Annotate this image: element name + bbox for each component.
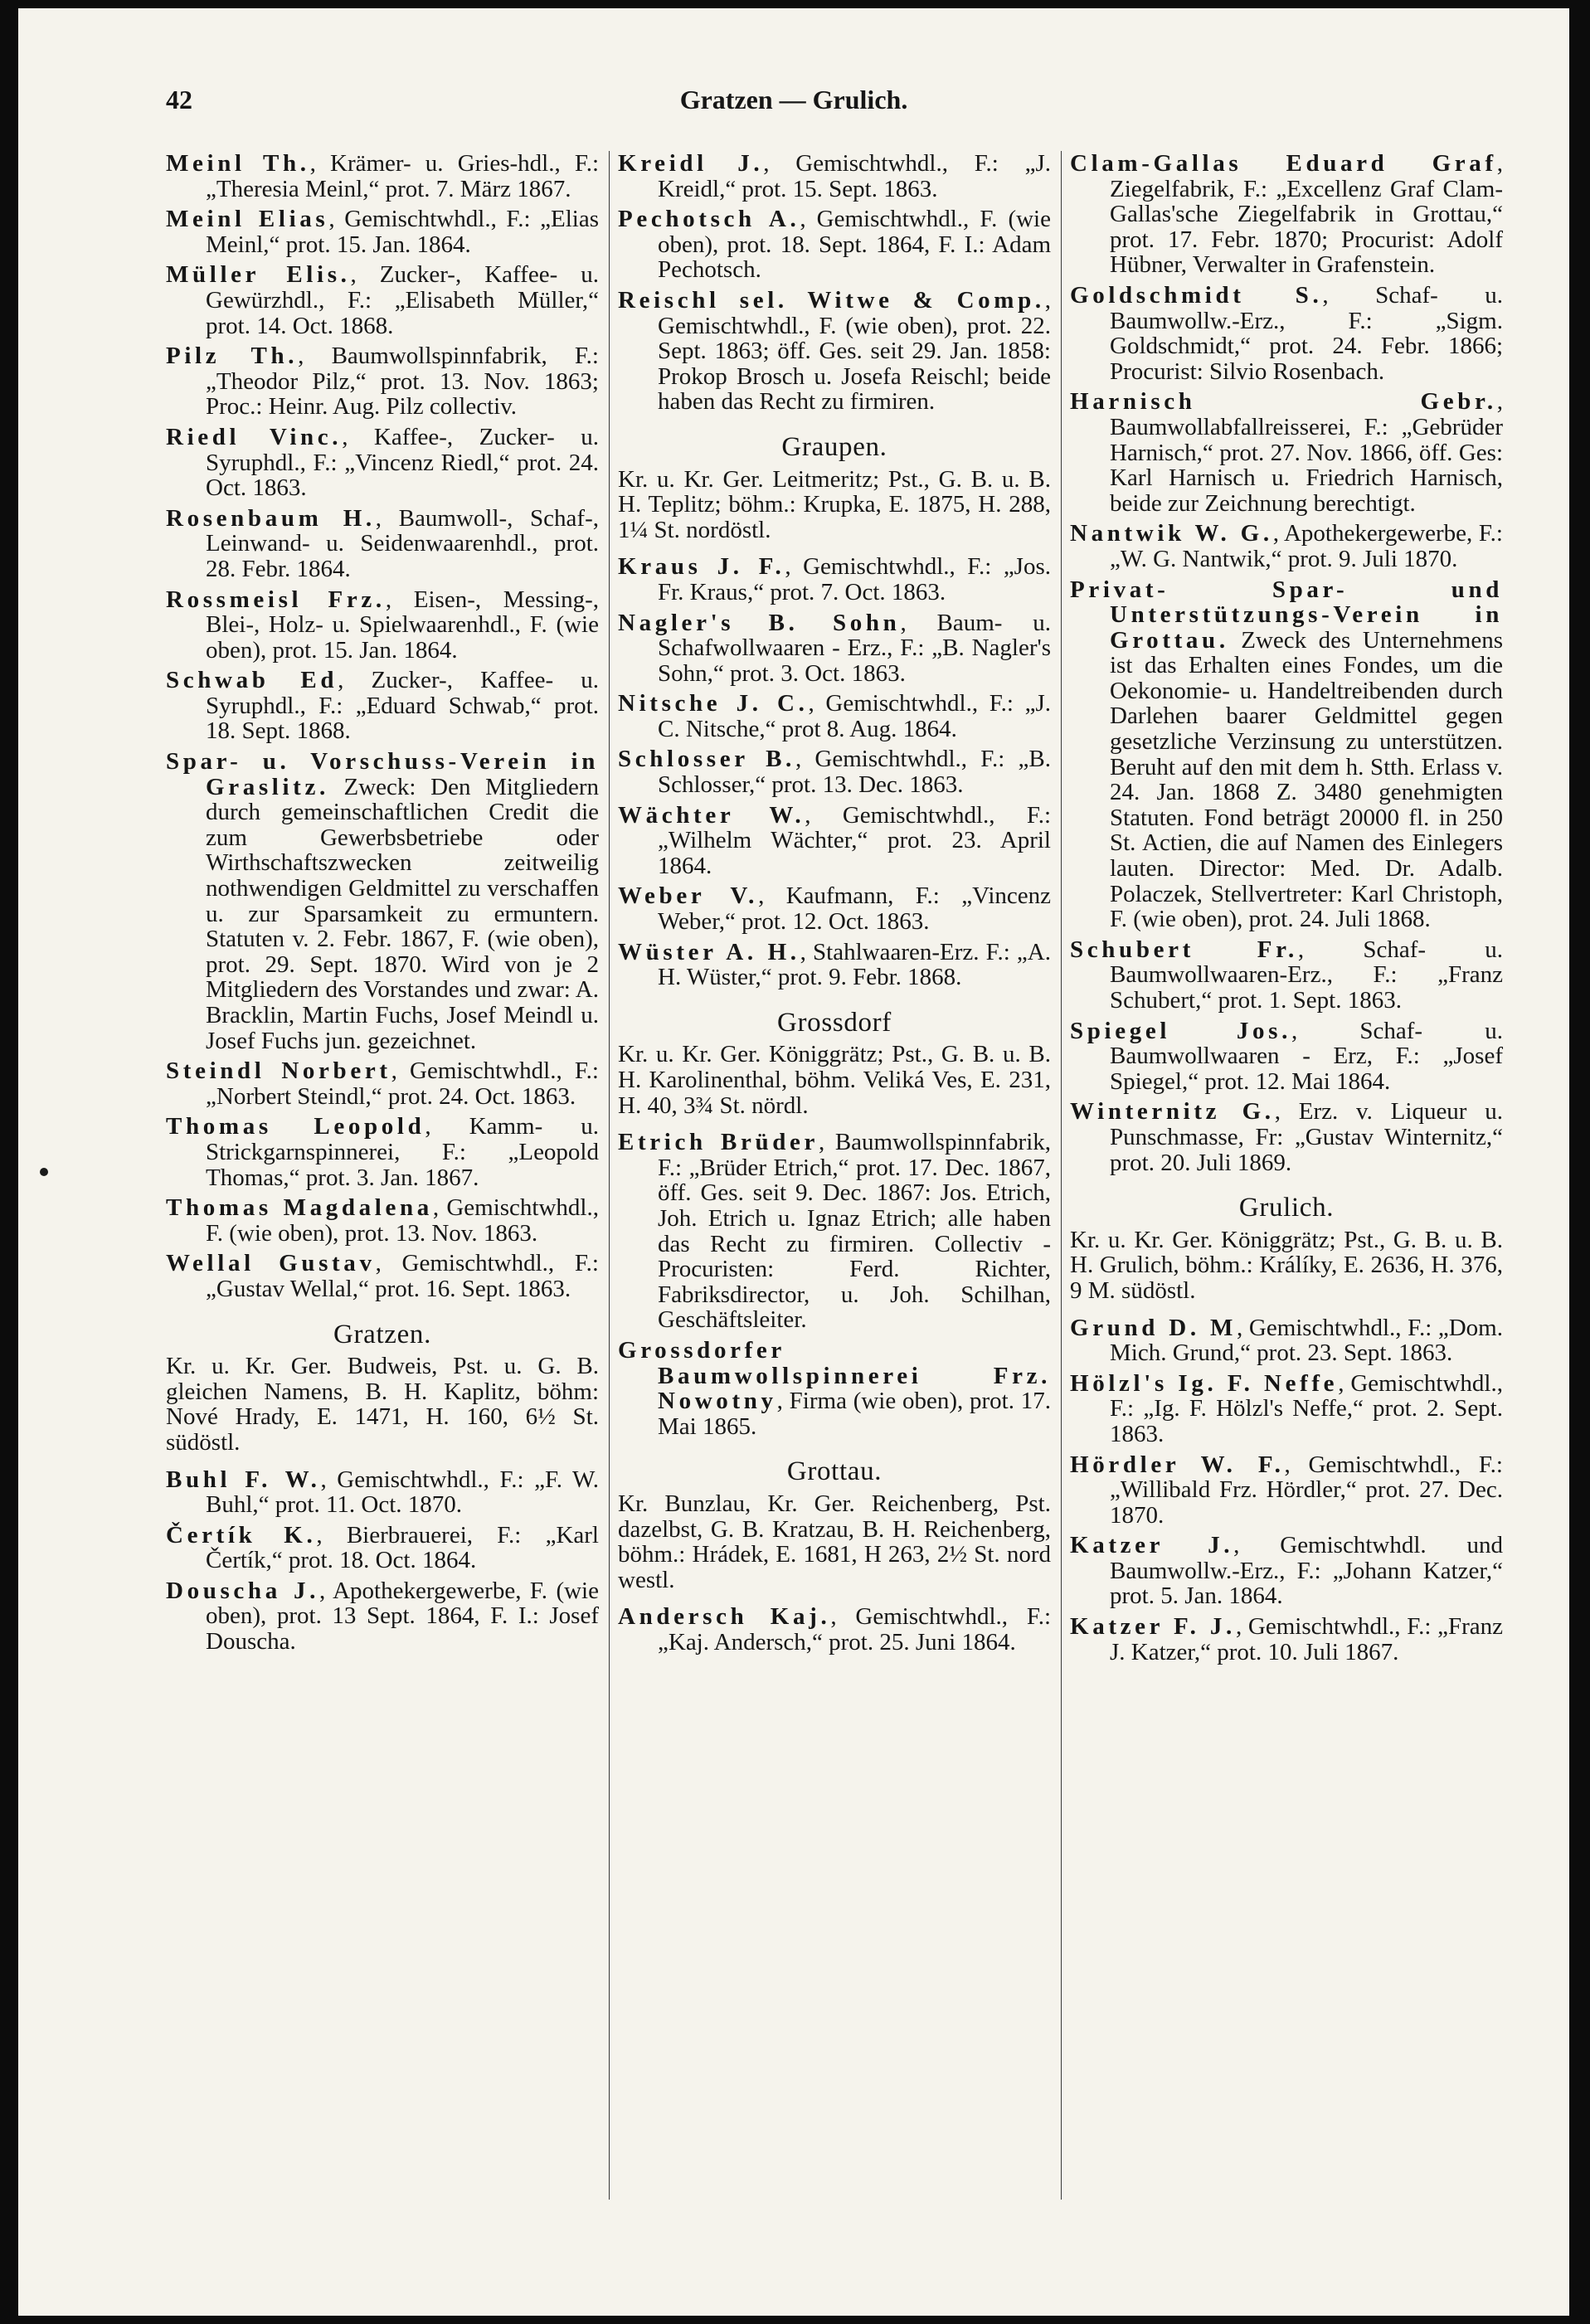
entry-name: Winternitz G. — [1070, 1098, 1275, 1126]
place-description: Kr. u. Kr. Ger. Königgrätz; Pst., G. B. u. B. H. Karolinenthal, böhm. Veliká Ves, E. 231, H. 40, 3¾ St. nördl. — [618, 1041, 1051, 1119]
entry-name: Meinl Elias — [166, 206, 329, 233]
entry-text: , Schaf- u. Baumwollwaaren-Erz., F.: „Franz Schubert,“ prot. 1. Sept. 1863. — [1110, 936, 1504, 1014]
directory-entry — [1070, 389, 1503, 516]
directory-entry — [1070, 1614, 1503, 1665]
place-heading: Gratzen. — [333, 1319, 431, 1349]
entry-name: Privat- Spar- und Unterstützungs-Verein in Grottau. — [1070, 576, 1503, 654]
entry-name: Steindl Norbert — [166, 1057, 391, 1085]
margin-mark — [40, 1168, 48, 1176]
column-middle — [618, 151, 1051, 1660]
entry-text: , Baumwollspinnfabrik, F.: „Brüder Etrich,“ prot. 17. Dec. 1867, öff. Ges. seit 9. Dec. 1867: Jos. Etrich, Joh. Etrich u. Ignaz Etrich; alle haben das Recht zu firmiren. Collectiv - Procuristen: Ferd. Richter, Fabriksdirector, u. Joh. Schilhan, Geschäftsleiter. — [658, 1129, 1052, 1334]
entry-name: Kreidl J. — [618, 150, 764, 177]
entry-text: , Gemischtwhdl., F.: „Kaj. Andersch,“ prot. 25. Juni 1864. — [658, 1603, 1051, 1655]
directory-entry — [618, 1130, 1051, 1333]
entry-text: , Gemischtwhdl., F.: „Norbert Steindl,“ prot. 24. Oct. 1863. — [206, 1057, 599, 1110]
place-description: Kr. Bunzlau, Kr. Ger. Reichenberg, Pst. dazelbst, G. B. Kratzau, B. H. Reichenberg, böhm.: Hrádek, E. 1681, H 263, 2½ St. nord westl. — [618, 1490, 1051, 1593]
entry-text: , Zucker-, Kaffee- u. Syruphdl., F.: „Eduard Schwab,“ prot. 18. Sept. 1868. — [206, 667, 599, 745]
entry-name: Thomas Magdalena — [166, 1194, 433, 1222]
place-heading: Graupen. — [781, 431, 887, 462]
directory-entry — [1070, 521, 1503, 571]
entry-text: , Gemischtwhdl., F.: „Franz J. Katzer,“ prot. 10. Juli 1867. — [1110, 1613, 1503, 1665]
directory-entry — [166, 1114, 599, 1190]
entry-name: Katzer J. — [1070, 1532, 1234, 1559]
directory-entry — [166, 668, 599, 744]
entry-text: , Baum- u. Schafwollwaaren - Erz., F.: „B. Nagler's Sohn,“ prot. 3. Oct. 1863. — [658, 609, 1051, 687]
entry-text: , Gemischtwhdl., F.: „J. C. Nitsche,“ prot 8. Aug. 1864. — [658, 690, 1051, 742]
entry-name: Pechotsch A. — [618, 206, 800, 233]
directory-entry — [166, 1195, 599, 1246]
entry-text: , Baumwollabfallreisserei, F.: „Gebrüder Harnisch,“ prot. 27. Nov. 1866, öff. Ges: Karl Harnisch u. Friedrich Harnisch, beide zur Zeichnung berechtigt. — [1110, 388, 1503, 517]
directory-entry — [166, 425, 599, 501]
directory-entry — [618, 207, 1051, 283]
place-heading: Grottau. — [786, 1456, 883, 1487]
directory-entry — [166, 151, 599, 202]
entry-text: , Gemischtwhdl., F.: „Gustav Wellal,“ prot. 16. Sept. 1863. — [206, 1250, 599, 1302]
entry-text: , Kaffee-, Zucker- u. Syruphdl., F.: „Vincenz Riedl,“ prot. 24. Oct. 1863. — [206, 423, 599, 502]
directory-entry — [1070, 1315, 1503, 1366]
entry-name: Kraus J. F. — [618, 553, 785, 581]
directory-entry — [618, 940, 1051, 990]
entry-name: Rosenbaum H. — [166, 504, 376, 532]
entry-name: Riedl Vinc. — [166, 423, 343, 450]
entry-name: Etrich Brüder — [618, 1129, 819, 1156]
place-description: Kr. u. Kr. Ger. Leitmeritz; Pst., G. B. u. B. H. Teplitz; böhm.: Krupka, E. 1875, H. 288, 1¼ St. nordöstl. — [618, 465, 1051, 543]
directory-entry — [1070, 283, 1503, 384]
entry-text: , Firma (wie oben), prot. 17. Mai 1865. — [658, 1388, 1051, 1440]
entry-text: , Gemischtwhdl., F. (wie oben), prot. 18. Sept. 1864, F. I.: Adam Pechotsch. — [658, 206, 1051, 284]
entry-text: , Erz. v. Liqueur u. Punschmasse, Fr: „Gustav Winternitz,“ prot. 20. Juli 1869. — [1110, 1098, 1504, 1176]
directory-entry — [166, 506, 599, 582]
entry-text: , Gemischtwhdl., F.: „F. W. Buhl,“ prot. 11. Oct. 1870. — [206, 1466, 599, 1519]
entry-text: , Gemischtwhdl., F. (wie oben), prot. 13. Nov. 1863. — [206, 1194, 599, 1247]
entry-name: Rossmeisl Frz. — [166, 586, 386, 613]
directory-entry — [618, 554, 1051, 605]
place-heading: Grulich. — [1238, 1193, 1335, 1223]
directory-entry — [166, 587, 599, 664]
entry-name: Schwab Ed — [166, 667, 338, 694]
column-divider — [1061, 151, 1062, 2200]
entry-text: , Ziegelfabrik, F.: „Excellenz Graf Clam-Gallas'sche Ziegelfabrik in Grottau,“ prot. 17. Febr. 1870; Procurist: Adolf Hübner, Verwalter in Grafenstein. — [1110, 150, 1503, 279]
entry-name: Nitsche J. C. — [618, 690, 809, 717]
directory-entry — [1070, 937, 1503, 1014]
entry-name: Hördler W. F. — [1070, 1451, 1285, 1478]
directory-entry — [166, 1058, 599, 1109]
directory-entry — [166, 1251, 599, 1301]
entry-text: , Gemischtwhdl., F.: „Jos. Fr. Kraus,“ prot. 7. Oct. 1863. — [658, 553, 1052, 605]
entry-name: Čertík K. — [166, 1521, 317, 1549]
directory-entry — [1070, 1019, 1503, 1095]
entry-name: Katzer F. J. — [1070, 1613, 1236, 1641]
entry-name: Hölzl's Ig. F. Neffe — [1070, 1369, 1339, 1397]
entry-text: , Gemischtwhdl., F.: „J. Kreidl,“ prot. 15. Sept. 1863. — [658, 150, 1051, 202]
column-divider — [609, 151, 610, 2200]
entry-name: Douscha J. — [166, 1577, 319, 1604]
directory-entry — [166, 1523, 599, 1573]
place-description: Kr. u. Kr. Ger. Königgrätz; Pst., G. B. u. B. H. Grulich, böhm.: Králíky, E. 2636, H. 376, 9 M. südöstl. — [1070, 1226, 1503, 1304]
column-right — [1070, 151, 1503, 1670]
entry-text: , Bierbrauerei, F.: „Karl Čertík,“ prot. 18. Oct. 1864. — [206, 1521, 599, 1574]
place-heading: Grossdorf — [777, 1007, 892, 1038]
directory-entry — [618, 610, 1051, 687]
directory-entry — [166, 1578, 599, 1655]
directory-entry — [618, 1604, 1051, 1655]
entry-text: , Gemischtwhdl., F. (wie oben), prot. 22. Sept. 1863; öff. Ges. seit 29. Jan. 1858: Prokop Brosch u. Josefa Reischl; beide haben das Recht zu firmiren. — [658, 286, 1051, 416]
entry-text: , Schaf- u. Baumwollw.-Erz., F.: „Sigm. Goldschmidt,“ prot. 24. Febr. 1866; Procurist: Silvio Rosenbach. — [1110, 281, 1504, 385]
entry-name: Spiegel Jos. — [1070, 1017, 1291, 1044]
page-number: 42 — [166, 85, 192, 114]
entry-name: Andersch Kaj. — [618, 1603, 831, 1631]
entry-name: Goldschmidt S. — [1070, 281, 1323, 309]
entry-text: , Kaufmann, F.: „Vincenz Weber,“ prot. 12. Oct. 1863. — [658, 882, 1051, 936]
entry-name: Thomas Leopold — [166, 1113, 425, 1140]
entry-name: Grossdorfer Baumwollspinnerei Frz. Nowotny — [618, 1336, 1051, 1415]
entry-text: , Kamm- u. Strickgarnspinnerei, F.: „Leopold Thomas,“ prot. 3. Jan. 1867. — [206, 1113, 599, 1191]
entry-text: , Gemischtwhdl., F.: „B. Schlosser,“ prot. 13. Dec. 1863. — [658, 746, 1051, 799]
directory-entry — [1070, 577, 1503, 932]
running-title: Gratzen — Grulich. — [679, 85, 908, 114]
entry-text: , Gemischtwhdl., F.: „Willibald Frz. Hördler,“ prot. 27. Dec. 1870. — [1110, 1451, 1503, 1529]
directory-entry — [618, 883, 1051, 934]
entry-text: , Apothekergewerbe, F.: „W. G. Nantwik,“ prot. 9. Juli 1870. — [1110, 520, 1503, 572]
directory-entry — [1070, 1452, 1503, 1529]
directory-entry — [1070, 1099, 1503, 1175]
directory-entry — [166, 343, 599, 420]
entry-name: Wellal Gustav — [166, 1250, 376, 1277]
entry-text: , Gemischtwhdl., F.: „Ig. F. Hölzl's Neffe,“ prot. 2. Sept. 1863. — [1110, 1369, 1503, 1447]
place-description: Kr. u. Kr. Ger. Budweis, Pst. u. G. B. gleichen Namens, B. H. Kaplitz, böhm: Nové Hrady, E. 1471, H. 160, 6½ St. südöstl. — [166, 1353, 599, 1456]
directory-entry — [166, 262, 599, 338]
entry-name: Schubert Fr. — [1070, 936, 1298, 963]
book-page — [18, 8, 1569, 2316]
entry-name: Nagler's B. Sohn — [618, 609, 901, 636]
directory-entry — [618, 803, 1051, 879]
entry-text: , Eisen-, Messing-, Blei-, Holz- u. Spielwaarenhdl., F. (wie oben), prot. 15. Jan. 1864. — [206, 586, 599, 664]
entry-name: Müller Elis. — [166, 261, 351, 289]
column-left — [166, 151, 599, 1660]
entry-name: Buhl F. W. — [166, 1466, 321, 1493]
entry-name: Clam-Gallas Eduard Graf — [1070, 150, 1497, 177]
entry-name: Wächter W. — [618, 801, 805, 829]
directory-entry — [166, 749, 599, 1053]
entry-text: , Krämer- u. Gries-hdl., F.: „Theresia Meinl,“ prot. 7. März 1867. — [206, 150, 599, 202]
directory-entry — [618, 288, 1051, 415]
entry-name: Wüster A. H. — [618, 938, 800, 965]
entry-name: Nantwik W. G. — [1070, 520, 1273, 547]
directory-entry — [1070, 151, 1503, 278]
entry-text: , Gemischtwhdl., F.: „Dom. Mich. Grund,“ prot. 23. Sept. 1863. — [1110, 1314, 1503, 1367]
directory-entry — [618, 691, 1051, 741]
directory-entry — [618, 151, 1051, 202]
entry-name: Weber V. — [618, 882, 759, 910]
entry-text: , Gemischtwhdl., F.: „Wilhelm Wächter,“ prot. 23. April 1864. — [658, 801, 1052, 879]
entry-text: , Apothekergewerbe, F. (wie oben), prot. 13 Sept. 1864, F. I.: Josef Douscha. — [206, 1577, 599, 1655]
directory-entry — [1070, 1533, 1503, 1609]
entry-text: Zweck: Den Mitgliedern durch gemeinschaftlichen Credit die zum Gewerbsbetriebe oder Wirthschaftszwecken zeitweilig nothwendigen Geldmittel zu verschaffen u. zur Sparsamkeit zu ermuntern. Statuten v. 2. Febr. 1867, F. (wie oben), prot. 29. Sept. 1870. Wird von je 2 Mitgliedern des Vorstandes und zwar: A. Bracklin, Martin Fuchs, Josef Meindl u. Josef Fuchs jun. gezeichnet. — [206, 773, 599, 1054]
directory-entry — [1070, 1371, 1503, 1447]
entry-text: , Stahlwaaren-Erz. F.: „A. H. Wüster,“ prot. 9. Febr. 1868. — [658, 938, 1051, 991]
directory-entry — [166, 207, 599, 257]
entry-name: Schlosser B. — [618, 746, 795, 773]
entry-name: Pilz Th. — [166, 343, 299, 370]
entry-name: Meinl Th. — [166, 150, 310, 177]
entry-name: Harnisch Gebr. — [1070, 388, 1497, 416]
entry-text: , Baumwoll-, Schaf-, Leinwand- u. Seidenwaarenhdl., prot. 28. Febr. 1864. — [206, 504, 599, 582]
entry-text: , Gemischtwhdl., F.: „Elias Meinl,“ prot. 15. Jan. 1864. — [206, 206, 599, 258]
entry-text: , Zucker-, Kaffee- u. Gewürzhdl., F.: „Elisabeth Müller,“ prot. 14. Oct. 1868. — [206, 261, 599, 339]
entry-text: , Baumwollspinnfabrik, F.: „Theodor Pilz,“ prot. 13. Nov. 1863; Proc.: Heinr. Aug. Pilz collectiv. — [206, 343, 599, 421]
directory-entry — [618, 1338, 1051, 1439]
directory-entry — [166, 1467, 599, 1518]
entry-text: Zweck des Unternehmens ist das Erhalten eines Fondes, um die Oekonomie- u. Handeltreibenden durch Darlehen baarer Geldmittel gegen gesetzliche Verzinsung zu unterstützen. Beruht auf den mit dem h. Stth. Erlass v. 24. Jan. 1868 Z. 3480 genehmigten Statuten. Fond beträgt 20000 fl. in 250 St. Actien, die auf Namen des Einlegers lauten. Director: Med. Dr. Adalb. Polaczek, Stellvertreter: Karl Christoph, F. (wie oben), prot. 24. Juli 1868. — [1110, 626, 1503, 933]
page-header — [18, 85, 1569, 121]
entry-name: Spar- u. Vorschuss-Verein in Graslitz. — [166, 748, 599, 800]
entry-name: Reischl sel. Witwe & Comp. — [618, 286, 1045, 314]
entry-name: Grund D. M — [1070, 1314, 1237, 1341]
entry-text: , Schaf- u. Baumwollwaaren - Erz, F.: „Josef Spiegel,“ prot. 12. Mai 1864. — [1110, 1017, 1503, 1095]
entry-text: , Gemischtwhdl. und Baumwollw.-Erz., F.: „Johann Katzer,“ prot. 5. Jan. 1864. — [1110, 1532, 1503, 1610]
directory-entry — [618, 746, 1051, 797]
